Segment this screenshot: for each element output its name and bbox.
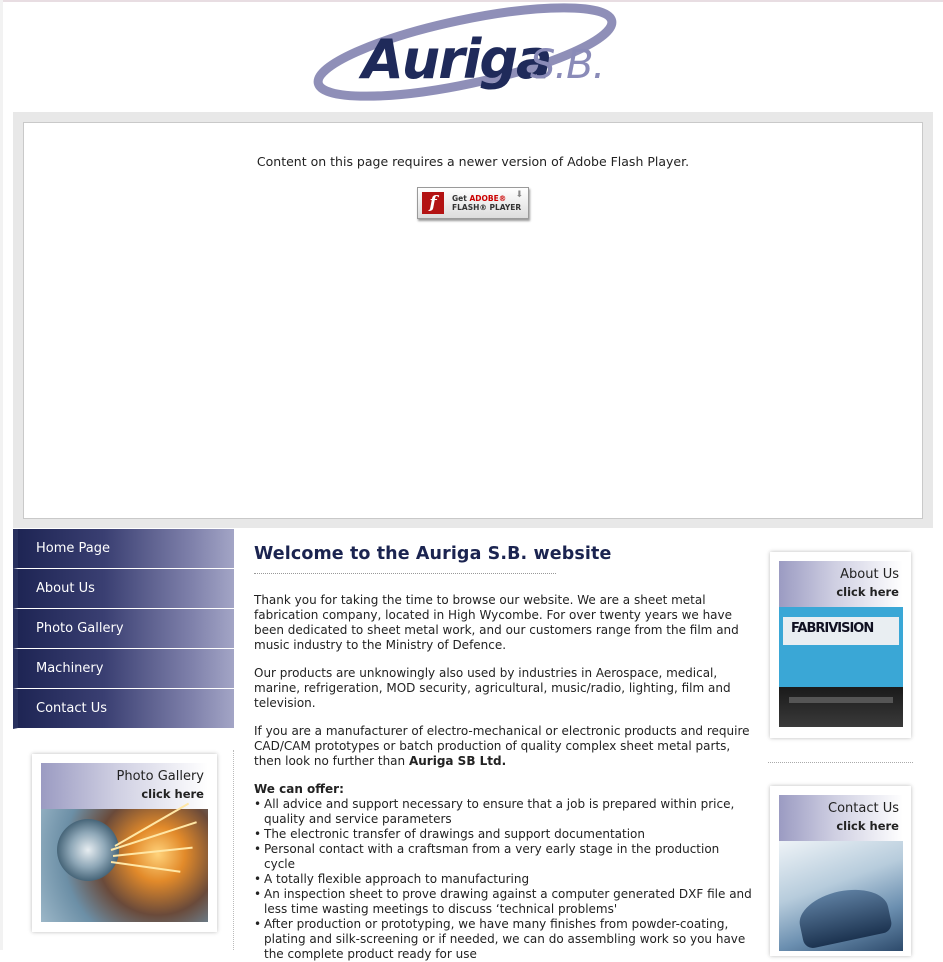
intro-paragraph: Thank you for taking the time to browse our website. We are a sheet metal fabrication company, located in High Wycombe. For over twenty years we have been dedicated to sheet metal work, and our customers range from the film and music industry to the Ministry of Defence. — [254, 593, 739, 652]
main-navigation — [13, 529, 234, 729]
about-us-box[interactable] — [770, 552, 911, 738]
spark-shape — [111, 861, 181, 873]
list-item: • All advice and support necessary to ensure that a job is prepared within price, quality and service parameters — [254, 797, 754, 827]
photo-gallery-box-title: Photo Gallery — [116, 769, 204, 784]
nav-item-label: Contact Us — [36, 701, 107, 716]
grinding-sparks-image — [41, 809, 208, 922]
telephone-image — [779, 841, 903, 951]
list-item: • An inspection sheet to prove drawing against a computer generated DXF file and less time wasting meetings to discuss ‘technical problems' — [254, 887, 754, 917]
fabrivision-text: FABRIVISION — [791, 621, 874, 636]
nav-item-label: Home Page — [36, 541, 110, 556]
photo-gallery-click-here-link[interactable]: click here — [141, 787, 204, 801]
telephone-shape — [795, 882, 893, 950]
contact-us-box-title: Contact Us — [828, 801, 899, 816]
grinding-disc-shape — [57, 819, 119, 881]
flash-required-message: Content on this page requires a newer version of Adobe Flash Player. — [256, 154, 690, 169]
page-title: Welcome to the Auriga S.B. website — [254, 544, 612, 564]
flash-icon: f — [422, 192, 444, 214]
nav-item-label: Machinery — [36, 661, 104, 676]
list-item: • Personal contact with a craftsman from a very early stage in the production cycle — [254, 842, 754, 872]
left-frame-border — [0, 0, 3, 950]
nav-item-label: About Us — [36, 581, 95, 596]
industries-paragraph: Our products are unknowingly also used by industries in Aerospace, medical, marine, refrigeration, MOD security, agricultural, music/radio, lighting, film and television. — [254, 666, 731, 710]
flash-content-area — [23, 122, 923, 519]
offer-list — [254, 797, 754, 962]
main-content — [254, 544, 754, 962]
list-item: • The electronic transfer of drawings and support documentation — [254, 827, 754, 842]
company-name: Auriga SB Ltd. — [408, 754, 507, 768]
nav-item-contact[interactable] — [13, 689, 234, 729]
left-column-divider — [233, 750, 234, 950]
list-item: • A totally flexible approach to manufacturing — [254, 872, 754, 887]
machine-bed-shape — [779, 687, 903, 727]
top-border — [0, 0, 943, 2]
logo-suffix: S.B. — [530, 42, 605, 88]
manufacturer-paragraph — [254, 724, 754, 769]
get-flash-player-button[interactable] — [417, 187, 529, 219]
logo-word: Auriga — [362, 28, 551, 91]
nav-item-machinery[interactable] — [13, 649, 234, 689]
machine-rail-shape — [789, 697, 893, 703]
spark-shape — [113, 847, 193, 857]
download-arrow-icon: ⬇ — [515, 190, 523, 200]
site-logo[interactable] — [300, 8, 650, 108]
nav-item-home[interactable] — [13, 529, 234, 569]
contact-us-click-here-link[interactable]: click here — [836, 819, 899, 833]
get-flash-product: FLASH® PLAYER — [452, 203, 522, 212]
spark-shape — [115, 803, 190, 847]
offer-heading: We can offer: — [254, 782, 344, 796]
about-us-box-header — [779, 561, 903, 607]
title-divider — [254, 573, 556, 574]
about-us-click-here-link[interactable]: click here — [836, 585, 899, 599]
flash-container — [13, 112, 933, 528]
right-column-divider — [768, 762, 913, 763]
photo-gallery-box[interactable] — [32, 754, 217, 932]
contact-us-box[interactable] — [770, 786, 911, 956]
get-flash-label — [452, 194, 521, 212]
manufacturer-paragraph-text: If you are a manufacturer of electro-mechanical or electronic products and require CAD/CAM prototypes or batch production of quality complex sheet metal parts, then look no further than — [254, 724, 750, 768]
photo-gallery-box-header — [41, 763, 208, 809]
get-flash-brand: ADOBE® — [469, 194, 507, 203]
contact-us-box-header — [779, 795, 903, 841]
get-flash-prefix: Get — [452, 194, 470, 203]
nav-item-gallery[interactable] — [13, 609, 234, 649]
list-item: • After production or prototyping, we have many finishes from powder-coating, plating and silk-screening or if needed, we can do assembling work so you have the complete product ready for use — [254, 917, 754, 962]
nav-item-label: Photo Gallery — [36, 621, 124, 636]
about-us-box-title: About Us — [840, 567, 899, 582]
fabrivision-machine-image — [779, 607, 903, 727]
nav-item-about[interactable] — [13, 569, 234, 609]
fabrivision-sign — [783, 617, 899, 645]
